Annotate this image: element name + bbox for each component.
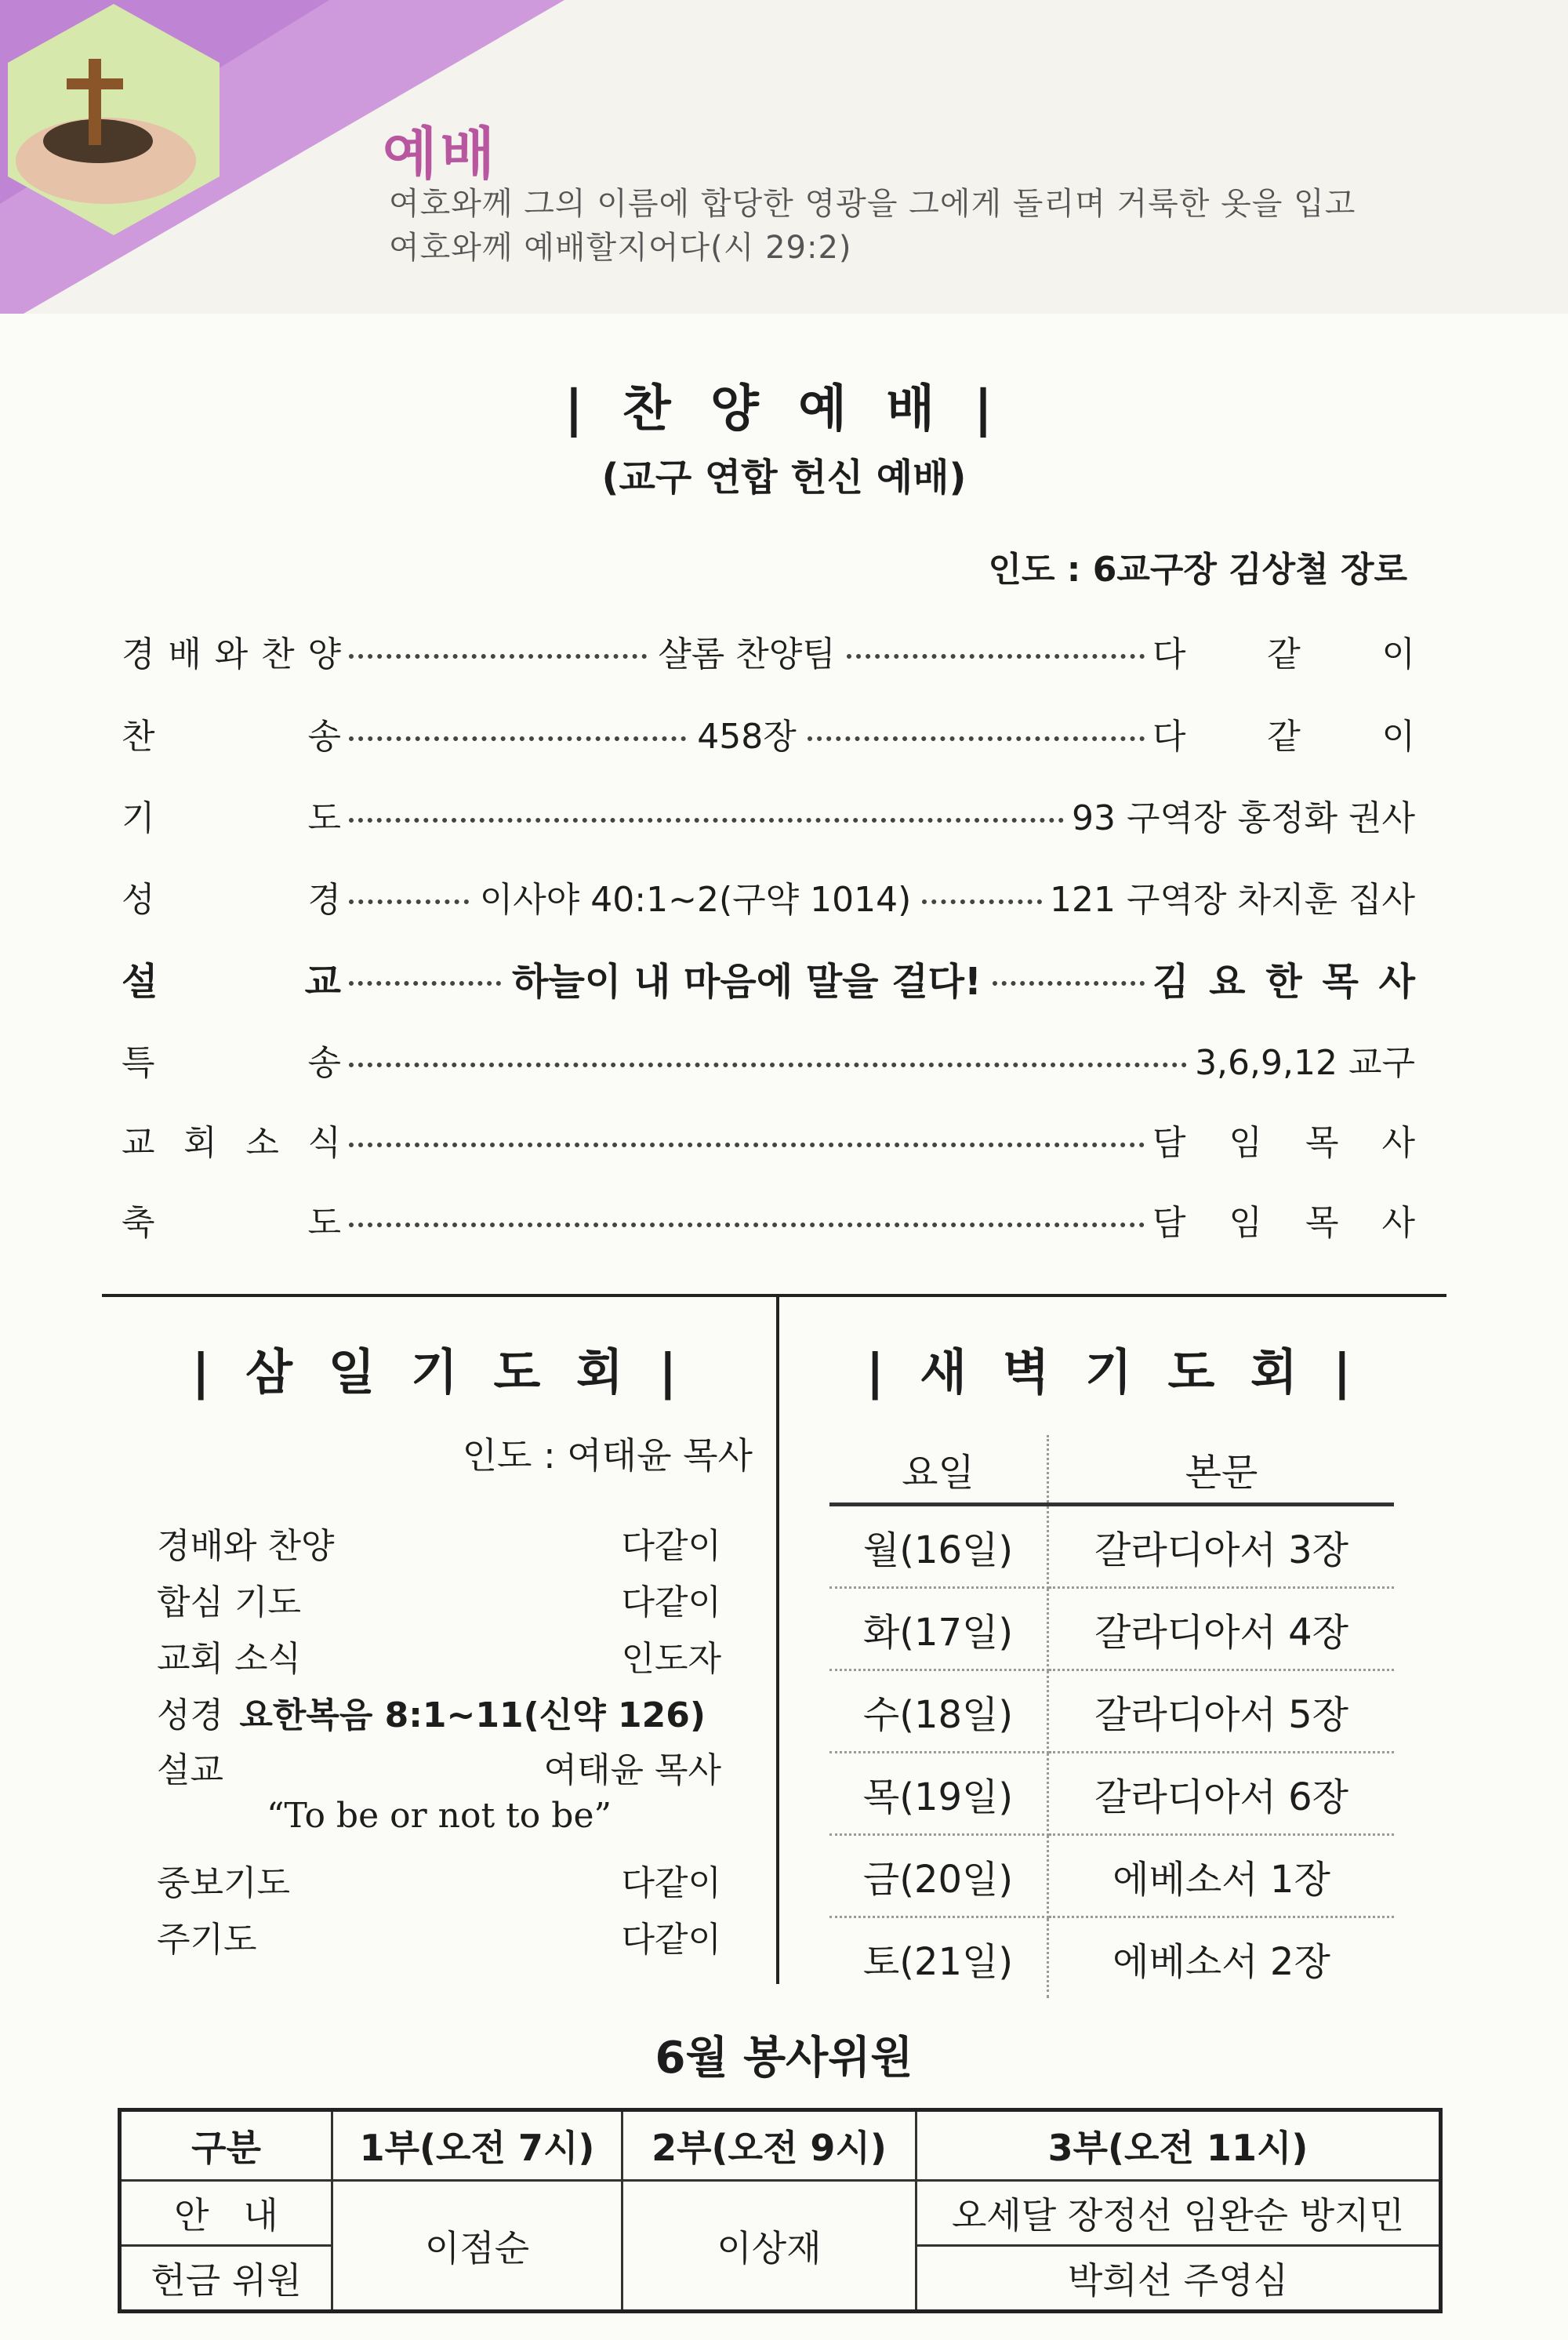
order-label-char: 송: [307, 717, 341, 757]
passage-cell: 에베소서 1장: [1048, 1835, 1395, 1917]
header-banner: [0, 0, 1568, 314]
order-person: 다같이: [621, 1863, 721, 1903]
row-label: 헌금 위원: [120, 2246, 332, 2312]
order-label-char: 성: [122, 880, 155, 920]
order-person: 121 구역장 차지훈 집사: [1050, 880, 1416, 920]
order-label-char: 도: [307, 798, 341, 838]
order-label-char: 배: [168, 634, 201, 674]
order-person-char: 같: [1267, 634, 1301, 674]
order-person-char: 담: [1152, 1123, 1186, 1163]
order-person-char: 목: [1305, 1123, 1339, 1163]
worship-order-row: [122, 1192, 1415, 1247]
row-label: 안 내: [120, 2181, 332, 2246]
table-row: [120, 2181, 1441, 2246]
order-person: [1152, 1114, 1415, 1165]
volunteers-title: 6월 봉사위원: [655, 2033, 913, 2084]
order-label: [122, 951, 341, 1005]
dot-leader: [922, 899, 1042, 904]
order-person-char: 사: [1378, 959, 1416, 1004]
list-item: [157, 1574, 721, 1624]
page-title: 예배: [383, 121, 499, 187]
worship-order-row: [122, 787, 1415, 842]
order-label: [122, 1114, 341, 1165]
dot-leader: [349, 1223, 1145, 1227]
order-detail: 458장: [697, 717, 797, 757]
order-label: 중보기도: [157, 1863, 291, 1903]
worship-order-row: [122, 1112, 1415, 1167]
order-label-char: 도: [307, 1203, 341, 1243]
order-label-char: 특: [122, 1043, 155, 1083]
column-header: 요일: [829, 1435, 1048, 1505]
order-person-char: 김: [1152, 959, 1189, 1004]
list-item: [157, 1687, 721, 1737]
column-header: 본문: [1048, 1435, 1395, 1505]
order-person: 여태윤 목사: [543, 1750, 721, 1790]
order-label: [122, 790, 341, 840]
order-label-char: 찬: [261, 634, 295, 674]
order-person-char: 같: [1267, 717, 1301, 757]
passage-cell: 갈라디아서 5장: [1048, 1670, 1395, 1753]
order-label: [122, 626, 341, 676]
worship-order-row: [122, 1032, 1415, 1087]
worship-order-row: [122, 706, 1415, 761]
scripture-reference: 요한복음 8:1~11(신약 126): [239, 1695, 706, 1735]
list-item: [157, 1855, 721, 1905]
order-person: 인도자: [621, 1639, 721, 1679]
table-row: [829, 1835, 1394, 1917]
order-label: [122, 1194, 341, 1244]
passage-cell: 갈라디아서 3장: [1048, 1505, 1395, 1588]
order-person-char: 담: [1152, 1203, 1186, 1243]
table-row: [829, 1670, 1394, 1753]
order-label: 주기도: [157, 1920, 257, 1960]
order-person-char: 다: [1152, 634, 1186, 674]
scripture-verse-line: 여호와께 그의 이름에 합당한 영광을 그에게 돌리며 거룩한 옷을 입고: [389, 186, 1356, 222]
list-item: [157, 1911, 721, 1961]
order-person: [1152, 708, 1415, 758]
order-label-char: 소: [245, 1123, 279, 1163]
day-cell: 수(18일): [829, 1670, 1048, 1753]
order-person-char: 사: [1381, 1203, 1415, 1243]
order-person-char: 요: [1209, 959, 1246, 1004]
day-cell: 월(16일): [829, 1505, 1048, 1588]
dot-leader: [349, 899, 469, 904]
list-item: [157, 1517, 721, 1568]
praise-worship-title: | 찬 양 예 배 |: [564, 380, 1004, 438]
wednesday-prayer-leader: 인도 : 여태윤 목사: [462, 1434, 753, 1477]
order-label-char: 와: [214, 634, 249, 674]
table-row: [829, 1505, 1394, 1588]
order-person: 다같이: [621, 1920, 721, 1960]
order-detail: 이사야 40:1~2(구약 1014): [479, 880, 912, 920]
order-person: [1152, 951, 1415, 1005]
order-person-char: 이: [1381, 634, 1415, 674]
praise-worship-leader: 인도 : 6교구장 김상철 장로: [988, 550, 1407, 590]
order-label-char: 교: [304, 959, 341, 1004]
order-label: 성경: [157, 1695, 224, 1735]
scripture-verse-line: 여호와께 예배할지어다(시 29:2): [389, 230, 852, 266]
cross-in-hands-icon: [0, 0, 227, 235]
order-person: 93 구역장 홍정화 권사: [1072, 798, 1415, 838]
order-label: [122, 871, 341, 921]
order-person: 다같이: [621, 1526, 721, 1566]
section-divider: [102, 1294, 1446, 1297]
order-label-char: 회: [183, 1123, 217, 1163]
wednesday-prayer-title: | 삼 일 기 도 회 |: [191, 1343, 687, 1401]
day-cell: 화(17일): [829, 1588, 1048, 1670]
column-header: 구분: [120, 2110, 332, 2181]
column-divider: [776, 1294, 779, 1984]
order-label-char: 찬: [122, 717, 155, 757]
volunteer-cell: 박희선 주영심: [916, 2246, 1441, 2312]
list-item: [157, 1630, 721, 1681]
column-header: 2부(오전 9시): [622, 2110, 916, 2181]
dot-leader: [349, 1143, 1145, 1147]
table-row: [829, 1588, 1394, 1670]
table-row: [829, 1917, 1394, 1999]
worship-order-row: [122, 869, 1415, 924]
order-person-char: 임: [1229, 1123, 1262, 1163]
order-person: 3,6,9,12 교구: [1195, 1043, 1415, 1083]
order-label: [122, 1034, 341, 1085]
volunteer-cell: 이점순: [332, 2181, 622, 2312]
order-label: 합심 기도: [157, 1582, 302, 1622]
table-header-row: [120, 2110, 1441, 2181]
dot-leader: [993, 981, 1145, 986]
order-label-char: 축: [122, 1203, 155, 1243]
dot-leader: [349, 818, 1064, 823]
order-label-char: 교: [122, 1123, 155, 1163]
order-person: [1152, 626, 1415, 676]
order-person-char: 사: [1381, 1123, 1415, 1163]
column-header: 1부(오전 7시): [332, 2110, 622, 2181]
order-label: 교회 소식: [157, 1639, 302, 1679]
order-label-char: 송: [307, 1043, 341, 1083]
sermon-title: “To be or not to be”: [267, 1796, 612, 1836]
praise-worship-subtitle: (교구 연합 헌신 예배): [601, 456, 967, 500]
list-item: [157, 1742, 721, 1792]
dot-leader: [349, 654, 647, 659]
order-person: 다같이: [621, 1582, 721, 1622]
dot-leader: [349, 981, 501, 986]
volunteers-table: [118, 2108, 1443, 2313]
order-person: [1152, 1194, 1415, 1244]
passage-cell: 에베소서 2장: [1112, 1939, 1330, 1984]
order-person-char: 다: [1152, 717, 1186, 757]
passage-cell: 갈라디아서 6장: [1048, 1753, 1395, 1835]
table-header-row: [829, 1435, 1394, 1505]
dot-leader: [808, 736, 1145, 741]
order-person-char: 이: [1381, 717, 1415, 757]
day-cell: 토(21일): [829, 1917, 1048, 1999]
order-label: 설교: [157, 1750, 224, 1790]
order-label-char: 경: [122, 634, 155, 674]
order-person-char: 목: [1322, 959, 1359, 1004]
order-label-char: 경: [307, 880, 341, 920]
worship-order-row: [122, 950, 1415, 1005]
order-detail: 샬롬 찬양팀: [658, 634, 836, 674]
order-detail: 하늘이 내 마음에 말을 걸다!: [512, 959, 982, 1004]
column-header: 3부(오전 11시): [916, 2110, 1441, 2181]
order-label-char: 기: [122, 798, 155, 838]
table-row: [829, 1753, 1394, 1835]
dot-leader: [349, 1063, 1187, 1067]
volunteer-cell: 오세달 장정선 임완순 방지민: [916, 2181, 1441, 2246]
order-label-char: 식: [307, 1123, 341, 1163]
dot-leader: [349, 736, 686, 741]
order-label-char: 양: [307, 634, 341, 674]
order-person-char: 한: [1265, 959, 1302, 1004]
day-cell: 목(19일): [829, 1753, 1048, 1835]
dot-leader: [847, 654, 1145, 659]
order-person-char: 임: [1229, 1203, 1262, 1243]
volunteer-cell: 이상재: [622, 2181, 916, 2312]
dawn-prayer-title: | 새 벽 기 도 회 |: [866, 1343, 1361, 1401]
order-label: 경배와 찬양: [157, 1526, 335, 1566]
worship-order-row: [122, 623, 1415, 678]
order-person-char: 목: [1305, 1203, 1339, 1243]
order-label: [122, 708, 341, 758]
passage-cell: 갈라디아서 4장: [1048, 1588, 1395, 1670]
day-cell: 금(20일): [829, 1835, 1048, 1917]
order-label-char: 설: [122, 959, 158, 1004]
dawn-prayer-table: [829, 1435, 1394, 1998]
